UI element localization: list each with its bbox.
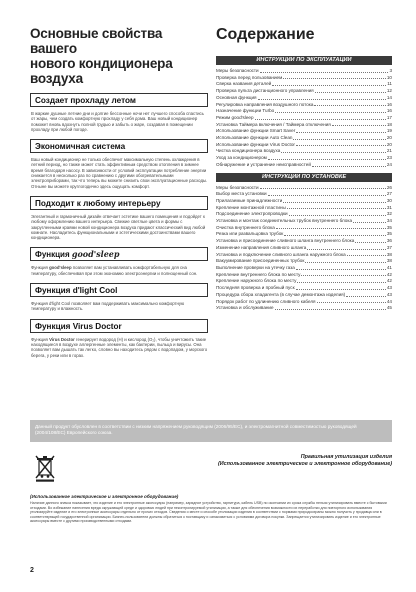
toc-entry-page: 19 [386,128,392,134]
toc-entry-label: Уход за кондиционером [216,155,267,161]
toc-leader-dots [275,108,386,113]
table-of-contents [216,56,392,312]
toc-entry-page: 34 [386,218,392,224]
toc-entry-page: 30 [386,197,392,203]
toc-leader-dots [301,272,385,277]
toc-leader-dots [296,142,386,147]
toc-entry-page: 24 [386,161,392,167]
toc-leader-dots [297,278,385,283]
toc-entry-page: 17 [386,114,392,120]
toc-entry[interactable] [216,88,392,95]
toc-entry-page: 20 [386,135,392,141]
toc-entry-page: 26 [386,184,392,190]
good-sleep-logo: good'sleep [71,249,120,260]
toc-leader-dots [293,135,385,140]
toc-leader-dots [347,252,386,257]
feature-text: Функция good'sleep позволяет вам устанавливать комфортабельную для сна температуру, обеспечивая при этом экономию электроэнергии и полноценный сон. [31,265,198,276]
toc-entry-label: Подсоединение электропроводки [216,211,288,217]
toc-entry-label: Проверка перед пользованием [216,74,283,80]
toc-entry-page: 35 [386,224,392,230]
toc-entry-page: 36 [386,238,392,244]
feature-economy [30,139,208,189]
toc-entry-page: 10 [386,74,392,80]
features-column [30,26,208,358]
toc-entry-label: Крепление внутреннего блока по месту [216,271,301,277]
toc-leader-dots [260,68,389,73]
toc-entry-page: 31 [386,204,392,210]
toc-entry-page: 45 [386,305,392,311]
toc-entry-label: Установка Таймера включения / Таймера отключения [216,121,331,127]
toc-leader-dots [258,95,386,100]
toc-entry-label: Обнаружение и устранение неисправностей [216,161,311,167]
toc-entry-page: 42 [386,271,392,277]
toc-entry-page: 42 [386,278,392,284]
disposal-subtitle: (Использованное электрическое и электронное оборудование) [30,494,179,499]
toc-leader-dots [296,265,386,270]
feature-good-sleep [30,247,208,276]
toc-entry-label: Меры безопасности [216,184,259,190]
toc-entry-page: 18 [386,121,392,127]
toc-entry-label: Установка и монтаж соединительных трубок внутреннего блока [216,218,353,224]
toc-leader-dots [315,88,386,93]
toc-entry-label: Меры безопасности [216,68,259,73]
contents-title: Содержание [216,26,315,43]
toc-leader-dots [314,102,385,107]
toc-entry-page: 38 [386,258,392,264]
feature-virus-doctor [30,319,208,358]
toc-entry[interactable] [216,285,392,292]
toc-leader-dots [275,305,386,310]
page-number: 2 [30,567,34,574]
toc-entry-page: 35 [386,231,392,237]
toc-section-bar: ИНСТРУКЦИИ ПО ЭКСПЛУАТАЦИИ [216,56,392,65]
toc-leader-dots [268,155,386,160]
toc-leader-dots [255,115,386,120]
toc-entry[interactable] [216,305,392,312]
page-title: Основные свойства вашего нового кондиционера воздуха [30,26,173,86]
toc-leader-dots [332,122,386,127]
toc-entry-page: 20 [386,141,392,147]
toc-entry-label: Выполнение проверки на утечку газа [216,264,295,270]
toc-entry-page: 12 [386,88,392,94]
toc-entry[interactable] [216,95,392,102]
toc-entry[interactable] [216,162,392,169]
toc-leader-dots [283,75,386,80]
disposal-text: Наличие данного значка показывает, что изделие и его электронные аксессуары (например, зарядное устройство, гарнитура, кабель USB) по окончании их срока службы нельзя утилизировать вместе с бытовыми отходами. Во избежание нанесения вреда окружающей среде и здоровью людей при неконтролируемой утилизации, а также для обеспечения возможности их переработки для повторного использования утилизируйте изделие и его электронные аксессуары отдельно от прочих отходов. Сведения о месте и способе утилизации изделия в соответствии с нормами природоохраны можно получить у продавца или в соответствующей государственной организации. Бизнес-пользователи должны обратиться к поставщику и ознакомиться с условиями договора покупки. Запрещается утилизировать изделие и его электронные аксессуары вместе с другими производственными отходами. [30,501,387,524]
toc-leader-dots [289,211,386,216]
toc-entry[interactable] [216,231,392,238]
toc-entry-page: 16 [386,101,392,107]
compliance-notice: Данный продукт обусловлен в соответствии с низким напряжением руководящим (2006/95/EC), и электромагнитной совместимостью руководящей (2004/108/EC) Европейского союза. [30,420,392,442]
toc-entry[interactable] [216,148,392,155]
toc-entry[interactable] [216,205,392,212]
toc-entry-label: Режим good'sleep [216,114,254,120]
toc-entry[interactable] [216,122,392,129]
toc-entry[interactable] [216,252,392,259]
toc-entry[interactable] [216,299,392,306]
toc-entry[interactable] [216,265,392,272]
toc-entry-label: Установка и обслуживание [216,305,274,311]
toc-leader-dots [260,185,386,190]
toc-entry-label: Установка и подключение сливного шланга наружного блока [216,251,346,257]
toc-entry-page: 14 [386,94,392,100]
toc-entry[interactable] [216,245,392,252]
toc-entry-page: 21 [386,148,392,154]
toc-leader-dots [268,191,386,196]
feature-text: Функция d'light Cool позволяет вам поддерживать максимально комфортную температуру и влажность. [31,301,185,312]
toc-entry[interactable] [216,135,392,142]
toc-entry[interactable] [216,238,392,245]
toc-leader-dots [296,285,386,290]
toc-leader-dots [287,205,386,210]
toc-entry[interactable] [216,272,392,279]
toc-entry-label: Очистка внутреннего блока [216,224,275,230]
contents-column [216,26,392,312]
toc-entry-page: 27 [386,191,392,197]
toc-entry-label: Использование функции Auto Clean [216,135,293,141]
toc-entry-label: Порядок работ по удлинению сливного кабеля [216,298,316,304]
toc-entry-page: 32 [386,211,392,217]
disposal-title: Правильная утилизация изделия (Использованное электрическое и электронное оборудование) [217,454,392,467]
toc-entry[interactable] [216,191,392,198]
toc-entry-label: Сверка названия деталей [216,81,272,87]
toc-leader-dots [283,198,386,203]
toc-entry[interactable] [216,185,392,192]
toc-entry[interactable] [216,198,392,205]
toc-leader-dots [276,225,386,230]
toc-entry-page: 11 [387,81,392,87]
toc-entry-page: 44 [386,298,392,304]
toc-entry[interactable] [216,225,392,232]
toc-entry-label: Выбор места установки [216,191,267,197]
feature-heading: Функция d'light Cool [30,283,208,297]
toc-entry-page: 43 [386,291,392,297]
toc-entry[interactable] [216,142,392,149]
feature-heading: Подходит к любому интерьеру [30,196,208,210]
toc-entry-label: Процедура сбора хладагента (в случае демонтажа изделия) [216,291,346,297]
toc-entry-page: 41 [386,264,392,270]
toc-entry-label: Назначение функции Turbo [216,108,275,114]
toc-entry-label: Проверка пульта дистанционного управления [216,88,314,94]
toc-leader-dots [284,231,386,236]
feature-dlight-cool [30,283,208,312]
feature-interior [30,196,208,240]
feature-cool-summer [30,93,208,132]
toc-leader-dots [305,258,386,263]
toc-entry-label: Установка и присоединение сливного шланга внутреннего блока [216,238,355,244]
toc-entry-page: 38 [386,251,392,257]
feature-text: Функция Virus Doctor генерирует водород (H) и кислород (O₂), чтобы уничтожить такие находящиеся в воздухе аллергенные элементы, как бактерии, пыльца и вирусы. Она позволяет вам дышать так легко, словно вы находитесь рядом с водопадом, у морского берега, у реки или в горах. [31,336,208,358]
toc-entry-label: Основная функция [216,94,257,100]
toc-leader-dots [296,128,386,133]
feature-text: Ваш новый кондиционер не только обеспечит максимальную степень охлаждения в летний период, но также может стать эффективным средством отопления в зимнее время благодаря насосу. В зависимости от условий эксплуатации потребление энергии снижается в несколько раз по сравнению с другими обогревательными электроприборами, так что теперь вы можете снизить свои эксплуатационные расходы. Отныне вы можете круглогодично здесь ощущать комфорт. [31,157,208,189]
toc-leader-dots [346,292,386,297]
feature-heading: Функция good'sleep [30,247,208,261]
feature-heading: Создает прохладу летом [30,93,208,107]
toc-entry[interactable] [216,292,392,299]
toc-leader-dots [312,162,386,167]
toc-entry-label: Чистка кондиционера воздуха [216,148,281,154]
feature-text: В жаркие душные летние дни и долгие бессонные ночи нет лучшего способа спастись от жары, чем создать комфортную прохладу у себя дома. Ваш новый кондиционер поможет вновь вдохнуть полной грудью и забыть о жаре, создавая в помещении прохладу при любой погоде. [31,111,204,132]
toc-leader-dots [307,245,386,250]
toc-leader-dots [353,218,386,223]
toc-leader-dots [355,238,386,243]
toc-entry-label: Использование функции Smart Saver [216,128,296,134]
toc-entry[interactable] [216,81,392,88]
toc-entry[interactable] [216,68,392,75]
toc-list [216,185,392,312]
feature-heading: Экономичная система [30,139,208,153]
toc-entry[interactable] [216,218,392,225]
toc-leader-dots [272,81,386,86]
toc-entry-page: 3 [389,68,392,73]
toc-entry-page: 16 [386,108,392,114]
toc-entry[interactable] [216,258,392,265]
toc-entry-page: 37 [386,244,392,250]
toc-entry-label: Последняя проверка и пробный пуск [216,285,295,291]
toc-entry[interactable] [216,102,392,109]
toc-entry-label: Прилагаемые принадлежности [216,197,283,203]
toc-entry-label: Крепление монтажной пластины [216,204,286,210]
toc-leader-dots [281,148,386,153]
toc-entry[interactable] [216,115,392,122]
toc-entry[interactable] [216,108,392,115]
toc-entry-label: Резка или развальцовка трубок [216,231,284,237]
toc-entry[interactable] [216,128,392,135]
toc-entry-label: Регулировка направления воздушного потока [216,101,314,107]
toc-entry-page: 43 [386,285,392,291]
toc-entry-label: Крепление наружного блока по месту [216,278,297,284]
crossed-bin-icon [34,454,56,482]
feature-heading: Функция Virus Doctor [30,319,208,333]
feature-text: Элегантный и гармоничный дизайн отвечает эстетике вашего помещения и подойдет к любому оформлению вашего интерьера. Свежие светлые цвета и формы с закругленными краями новой кондиционера воздуха придают классический вид любой комнате. Насладитесь функциональными и эстетическими достоинствами вашего кондиционера. [31,213,206,241]
toc-list [216,68,392,169]
toc-entry-label: Вакуумирование присоединенных трубок [216,258,305,264]
toc-entry[interactable] [216,155,392,162]
toc-entry-label: Использование функции Virus Doctor [216,141,295,147]
toc-entry-label: Изменение направления сливного шланга [216,244,307,250]
toc-leader-dots [317,299,386,304]
toc-section-bar: ИНСТРУКЦИИ ПО УСТАНОВКЕ [216,173,392,182]
toc-entry[interactable] [216,211,392,218]
toc-entry-page: 23 [386,155,392,161]
